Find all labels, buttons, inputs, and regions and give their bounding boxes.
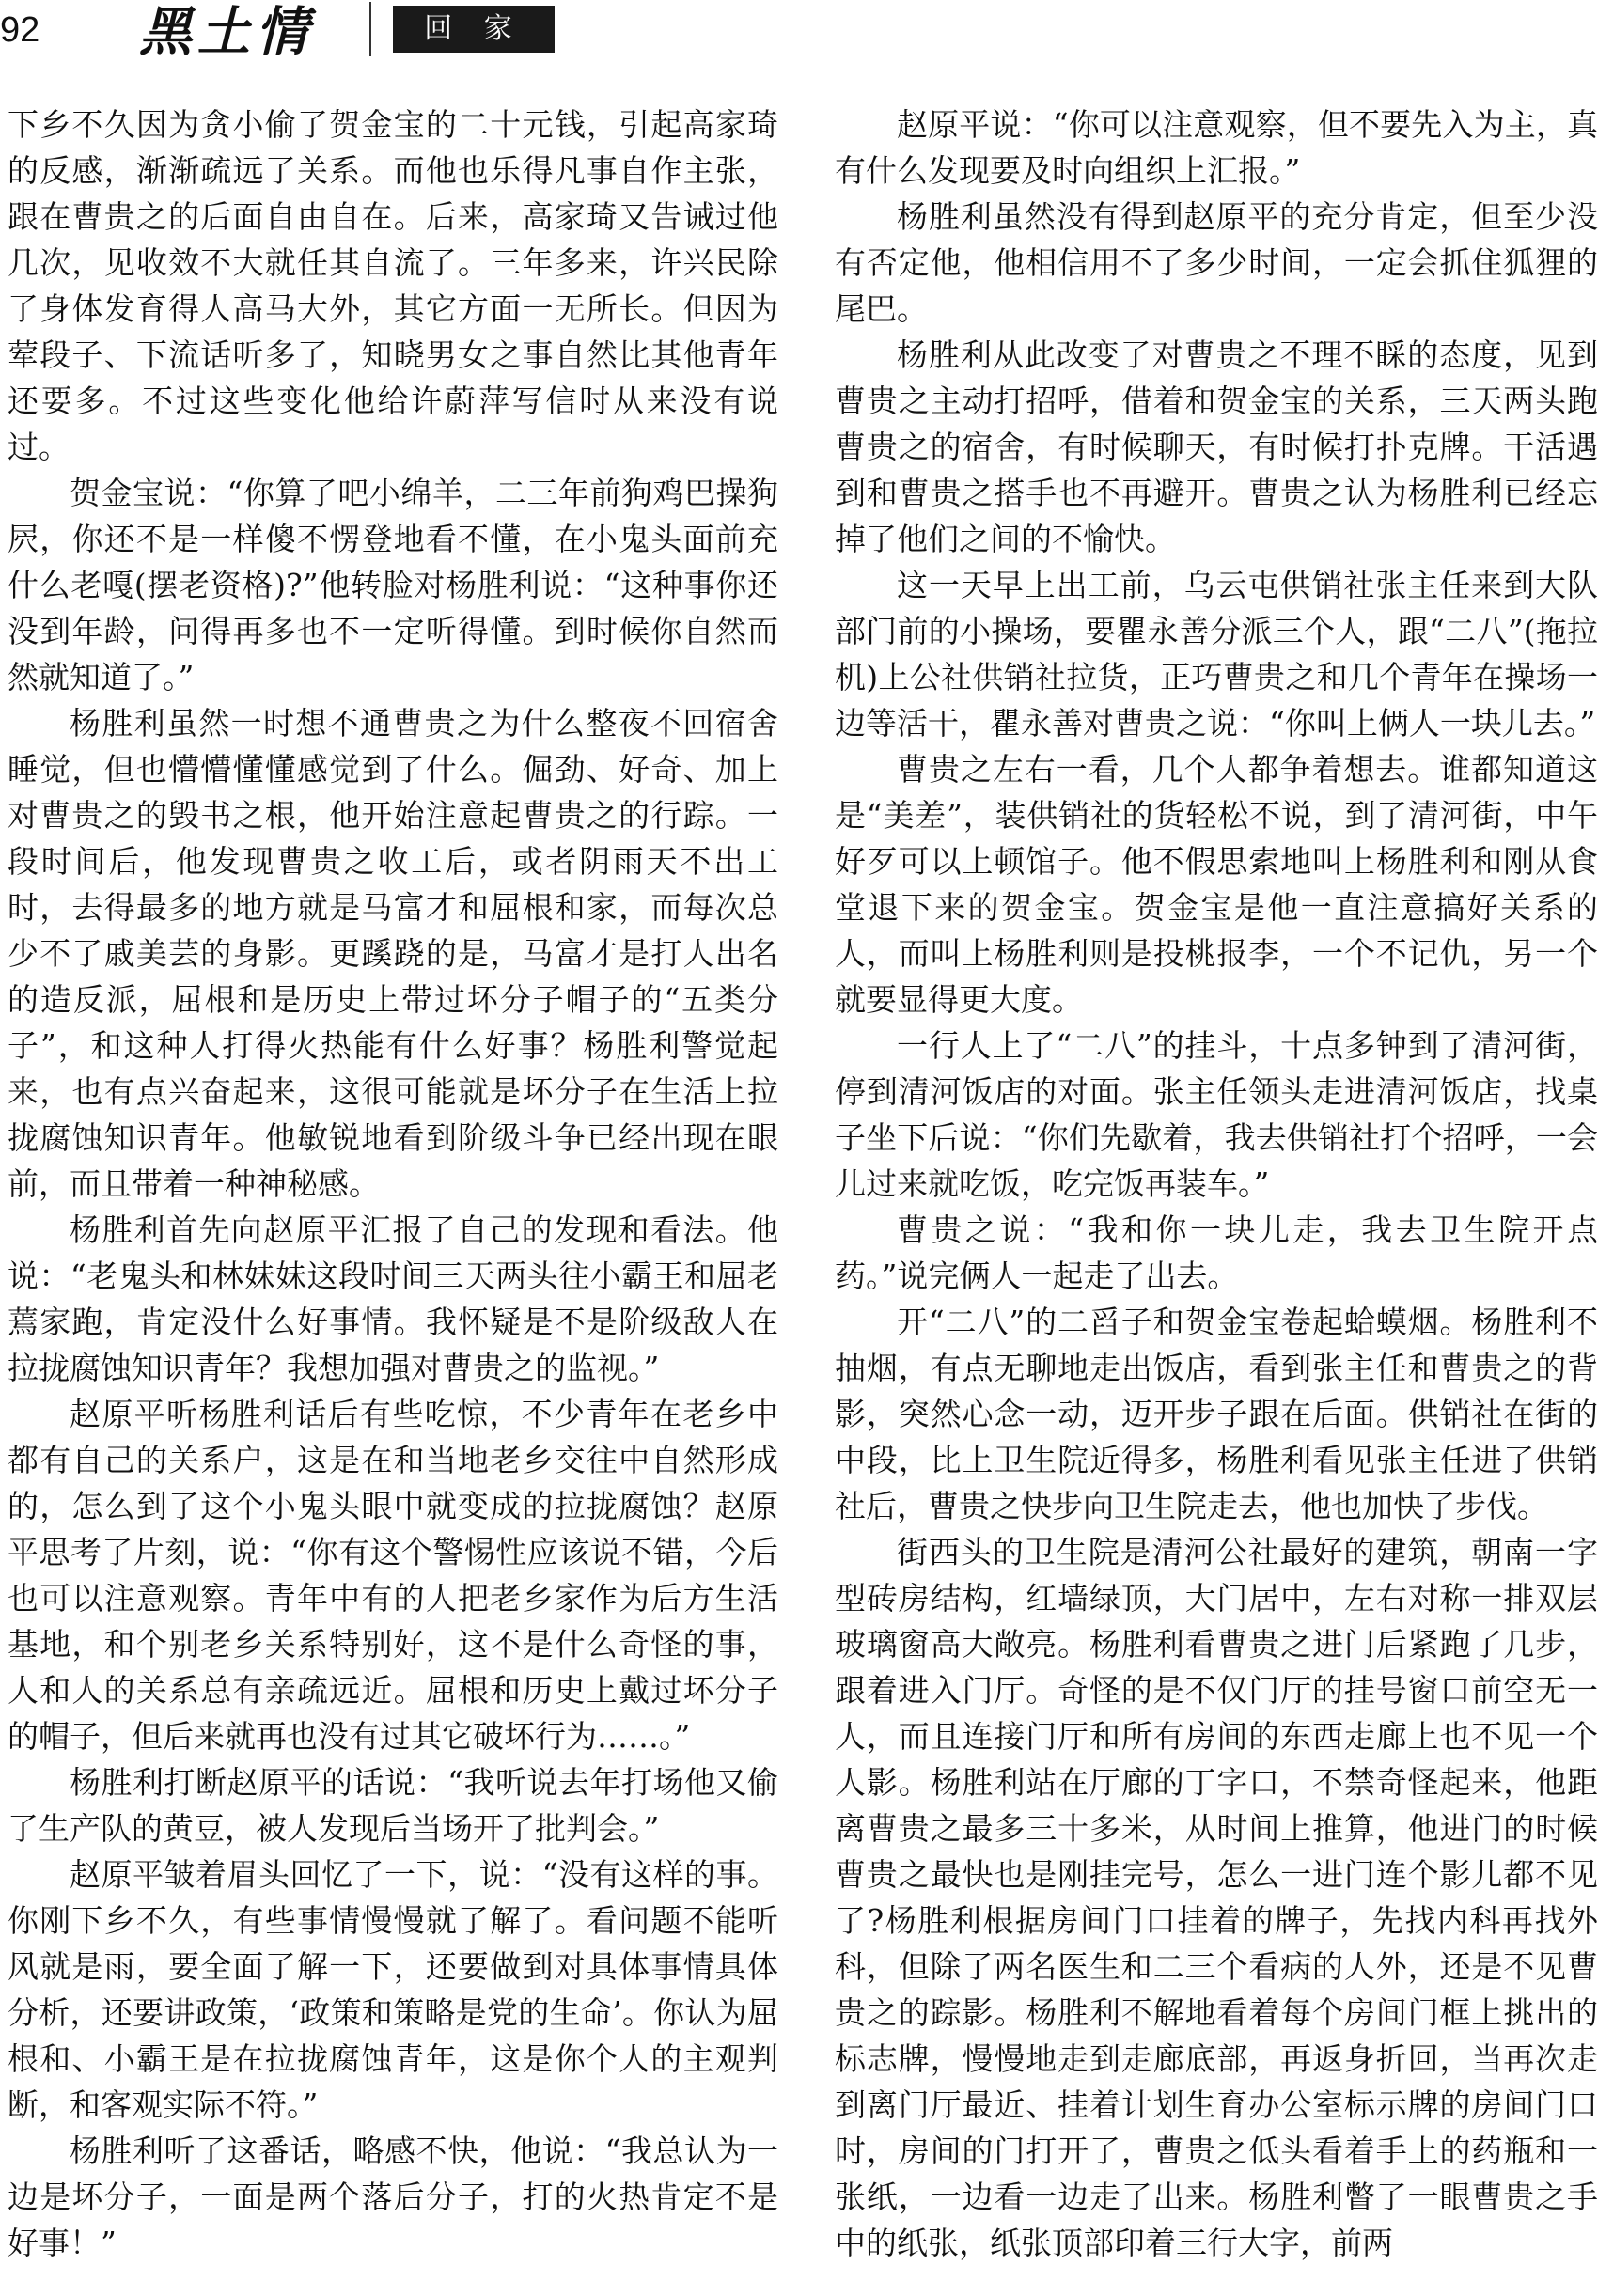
paragraph: 杨胜利虽然没有得到赵原平的充分肯定，但至少没有否定他，他相信用不了多少时间，一定会抓住狐狸的尾巴。 bbox=[835, 198, 1598, 327]
paragraph: 一行人上了“二八”的挂斗，十点多钟到了清河街，停到清河饭店的对面。张主任领头走进清河饭店，找桌子坐下后说：“你们先歇着，我去供销社打个招呼，一会儿过来就吃饭，吃完饭再装车。” bbox=[835, 1027, 1598, 1202]
paragraph: 杨胜利虽然一时想不通曹贵之为什么整夜不回宿舍睡觉，但也懵懵懂懂感觉到了什么。倔劲、好奇、加上对曹贵之的毁书之根，他开始注意起曹贵之的行踪。一段时间后，他发现曹贵之收工后，或者阴雨天不出工时，去得最多的地方就是马富才和屈根和家，而每次总少不了戚美芸的身影。更蹊跷的是，马富才是打人出名的造反派，屈根和是历史上带过坏分子帽子的“五类分子”，和这种人打得火热能有什么好事？杨胜利警觉起来，也有点兴奋起来，这很可能就是坏分子在生活上拉拢腐蚀知识青年。他敏锐地看到阶级斗争已经出现在眼前，而且带着一种神秘感。 bbox=[8, 705, 778, 1202]
paragraph: 下乡不久因为贪小偷了贺金宝的二十元钱，引起高家琦的反感，渐渐疏远了关系。而他也乐得凡事自作主张，跟在曹贵之的后面自由自在。后来，高家琦又告诫过他几次，见收效不大就任其自流了。三年多来，许兴民除了身体发育得人高马大外，其它方面一无所长。但因为荤段子、下流话听多了，知晓男女之事自然比其他青年还要多。不过这些变化他给许蔚萍写信时从来没有说过。 bbox=[8, 106, 778, 465]
paragraph: 贺金宝说：“你算了吧小绵羊，二三年前狗鸡巴操狗屄，你还不是一样傻不愣登地看不懂，在小鬼头面前充什么老嘎(摆老资格)?”他转脸对杨胜利说：“这种事你还没到年龄，问得再多也不一定听得懂。到时候你自然而然就知道了。” bbox=[8, 475, 778, 695]
paragraph: 这一天早上出工前，乌云屯供销社张主任来到大队部门前的小操场，要瞿永善分派三个人，跟“二八”(拖拉机)上公社供销社拉货，正巧曹贵之和几个青年在操场一边等活干，瞿永善对曹贵之说：“你叫上俩人一块儿去。” bbox=[835, 567, 1598, 742]
right-column bbox=[835, 102, 1598, 2266]
paragraph: 杨胜利从此改变了对曹贵之不理不睬的态度，见到曹贵之主动打招呼，借着和贺金宝的关系，三天两头跑曹贵之的宿舍，有时候聊天，有时候打扑克牌。干活遇到和曹贵之搭手也不再避开。曹贵之认为杨胜利已经忘掉了他们之间的不愉快。 bbox=[835, 336, 1598, 557]
paragraph: 杨胜利打断赵原平的话说：“我听说去年打场他又偷了生产队的黄豆，被人发现后当场开了批判会。” bbox=[8, 1764, 778, 1847]
paragraph: 赵原平皱着眉头回忆了一下，说：“没有这样的事。你刚下乡不久，有些事情慢慢就了解了。看问题不能听风就是雨，要全面了解一下，还要做到对具体事情具体分析，还要讲政策，‘政策和策略是党的生命’。你认为屈根和、小霸王是在拉拢腐蚀青年，这是你个人的主观判断，和客观实际不符。” bbox=[8, 1856, 778, 2123]
paragraph: 杨胜利首先向赵原平汇报了自己的发现和看法。他说：“老鬼头和林妹妹这段时间三天两头往小霸王和屈老蔫家跑，肯定没什么好事情。我怀疑是不是阶级敌人在拉拢腐蚀知识青年？我想加强对曹贵之的监视。” bbox=[8, 1211, 778, 1386]
paragraph: 赵原平听杨胜利话后有些吃惊，不少青年在老乡中都有自己的关系户，这是在和当地老乡交往中自然形成的，怎么到了这个小鬼头眼中就变成的拉拢腐蚀？赵原平思考了片刻，说：“你有这个警惕性应该说不错，今后也可以注意观察。青年中有的人把老乡家作为后方生活基地，和个别老乡关系特别好，这不是什么奇怪的事，人和人的关系总有亲疏远近。屈根和历史上戴过坏分子的帽子，但后来就再也没有过其它破坏行为……。” bbox=[8, 1396, 778, 1755]
page-header bbox=[0, 0, 1598, 75]
magazine-title: 黑土情 bbox=[139, 1, 314, 63]
section-label: 回 家 bbox=[393, 6, 555, 53]
paragraph: 杨胜利听了这番话，略感不快，他说：“我总认为一边是坏分子，一面是两个落后分子，打的火热肯定不是好事！” bbox=[8, 2132, 778, 2261]
left-column bbox=[8, 102, 778, 2266]
paragraph: 开“二八”的二舀子和贺金宝卷起蛤蟆烟。杨胜利不抽烟，有点无聊地走出饭店，看到张主任和曹贵之的背影，突然心念一动，迈开步子跟在后面。供销社在街的中段，比上卫生院近得多，杨胜利看见张主任进了供销社后，曹贵之快步向卫生院走去，他也加快了步伐。 bbox=[835, 1304, 1598, 1524]
paragraph: 街西头的卫生院是清河公社最好的建筑，朝南一字型砖房结构，红墙绿顶，大门居中，左右对称一排双层玻璃窗高大敞亮。杨胜利看曹贵之进门后紧跑了几步，跟着进入门厅。奇怪的是不仅门厅的挂号窗口前空无一人，而且连接门厅和所有房间的东西走廊上也不见一个人影。杨胜利站在厅廊的丁字口，不禁奇怪起来，他距离曹贵之最多三十多米，从时间上推算，他进门的时候曹贵之最快也是刚挂完号，怎么一进门连个影儿都不见了?杨胜利根据房间门口挂着的牌子，先找内科再找外科，但除了两名医生和二三个看病的人外，还是不见曹贵之的踪影。杨胜利不解地看着每个房间门框上挑出的标志牌，慢慢地走到走廊底部，再返身折回，当再次走到离门厅最近、挂着计划生育办公室标示牌的房间门口时，房间的门打开了，曹贵之低头看着手上的药瓶和一张纸，一边看一边走了出来。杨胜利瞥了一眼曹贵之手中的纸张，纸张顶部印着三行大字，前两 bbox=[835, 1534, 1598, 2261]
paragraph: 曹贵之左右一看，几个人都争着想去。谁都知道这是“美差”，装供销社的货轻松不说，到了清河街，中午好歹可以上顿馆子。他不假思索地叫上杨胜利和刚从食堂退下来的贺金宝。贺金宝是他一直注意搞好关系的人，而叫上杨胜利则是投桃报李，一个不记仇，另一个就要显得更大度。 bbox=[835, 751, 1598, 1018]
paragraph: 曹贵之说：“我和你一块儿走，我去卫生院开点药。”说完俩人一起走了出去。 bbox=[835, 1211, 1598, 1294]
header-divider bbox=[369, 2, 371, 56]
page-number: 92 bbox=[0, 10, 40, 50]
paragraph: 赵原平说：“你可以注意观察，但不要先入为主，真有什么发现要及时向组织上汇报。” bbox=[835, 106, 1598, 189]
